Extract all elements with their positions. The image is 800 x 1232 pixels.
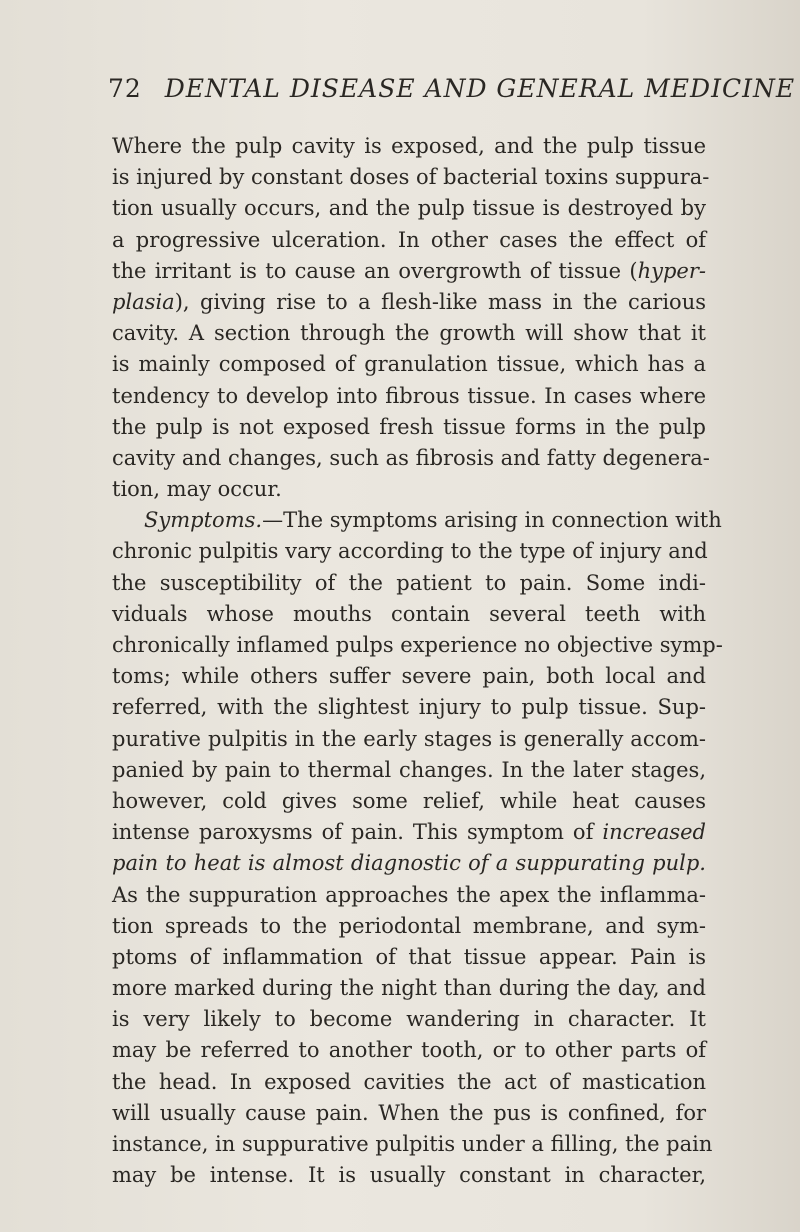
- text-line: [112, 817, 706, 848]
- text-line: [112, 256, 706, 287]
- text-line: cavity and changes, such as fibrosis and fatty degenera-: [112, 445, 710, 470]
- text-line: a progressive ulceration. In other cases the effect of: [112, 227, 706, 252]
- text-line: ptoms of inflammation of that tissue appear. Pain is: [112, 944, 706, 969]
- text-line: [112, 505, 722, 536]
- text-line: tion usually occurs, and the pulp tissue is destroyed by: [112, 196, 706, 221]
- text-line: will usually cause pain. When the pus is confined, for: [112, 1100, 706, 1125]
- text-line: the head. In exposed cavities the act of mastication: [112, 1069, 706, 1094]
- text-fragment: The symptoms arising in connection with: [283, 508, 722, 533]
- body-text: [112, 131, 723, 1191]
- text-line: tendency to develop into fibrous tissue. In cases where: [112, 383, 706, 408]
- italic-term: hyper-: [637, 258, 706, 283]
- text-line: referred, with the slightest injury to pulp tissue. Sup-: [112, 695, 706, 720]
- text-line: chronic pulpitis vary according to the type of injury and: [112, 539, 708, 564]
- text-line: more marked during the night than during the day, and: [112, 976, 706, 1001]
- text-line: is very likely to become wandering in character. It: [112, 1007, 706, 1032]
- page-number: 72: [108, 74, 142, 103]
- text-line: instance, in suppurative pulpitis under a filling, the pain: [112, 1132, 713, 1156]
- heading-dash: —: [262, 508, 284, 533]
- text-line: purative pulpitis in the early stages is generally accom-: [112, 726, 706, 751]
- text-fragment: the irritant is to cause an overgrowth of tissue (: [112, 258, 638, 283]
- italic-term: increased: [602, 820, 706, 845]
- text-fragment: intense paroxysms of pain. This symptom of: [112, 820, 603, 845]
- text-line: panied by pain to thermal changes. In the later stages,: [112, 757, 706, 782]
- text-fragment: ), giving rise to a flesh-like mass in the carious: [174, 289, 706, 314]
- text-line: tion spreads to the periodontal membrane, and sym-: [112, 913, 706, 938]
- text-line: is injured by constant doses of bacterial toxins suppura-: [112, 165, 710, 190]
- section-heading: Symptoms.: [144, 508, 263, 533]
- italic-term: plasia: [112, 289, 175, 314]
- text-line: [112, 287, 706, 318]
- text-line: tion, may occur.: [112, 477, 282, 502]
- text-line: toms; while others suffer severe pain, both local and: [112, 664, 706, 689]
- text-line: chronically inflamed pulps experience no objective symp-: [112, 633, 723, 657]
- text-line: however, cold gives some relief, while heat causes: [112, 788, 706, 813]
- text-line: viduals whose mouths contain several teeth with: [112, 601, 706, 626]
- text-line: may be intense. It is usually constant in character,: [112, 1163, 706, 1188]
- text-line: As the suppuration approaches the apex the inflamma-: [112, 882, 706, 907]
- text-line: the pulp is not exposed fresh tissue forms in the pulp: [112, 414, 706, 439]
- running-title: DENTAL DISEASE AND GENERAL MEDICINE: [164, 74, 796, 103]
- text-line: Where the pulp cavity is exposed, and the pulp tissue: [112, 134, 706, 158]
- text-line: may be referred to another tooth, or to other parts of: [112, 1038, 706, 1063]
- text-line: is mainly composed of granulation tissue, which has a: [112, 352, 706, 377]
- running-header: [108, 74, 796, 114]
- text-line-italic: pain to heat is almost diagnostic of a suppurating pulp.: [112, 851, 706, 876]
- text-line: the susceptibility of the patient to pain. Some indi-: [112, 570, 706, 595]
- text-line: cavity. A section through the growth will show that it: [112, 321, 706, 346]
